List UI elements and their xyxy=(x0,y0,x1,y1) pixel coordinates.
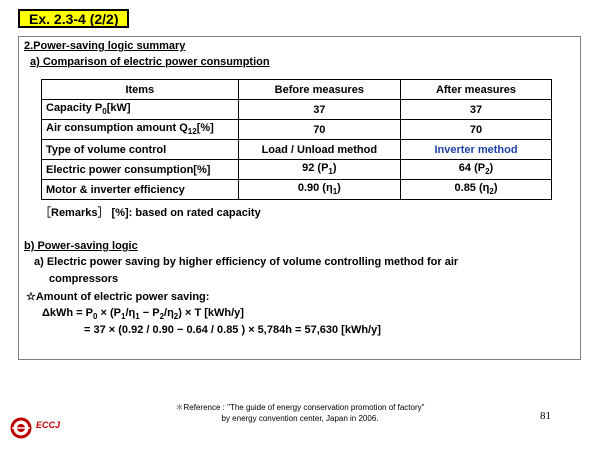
header-after: After measures xyxy=(401,80,552,100)
row-after: 0.85 $(\eta_2)$ xyxy=(401,180,552,200)
row-after: 70 xyxy=(401,120,552,140)
table-row xyxy=(42,120,552,140)
row-before: 37 xyxy=(238,100,400,120)
row-before: 70 xyxy=(238,120,400,140)
table-row xyxy=(42,160,552,180)
logo-text: ECCJ xyxy=(36,420,61,430)
row-item: Electric power consumption[%] xyxy=(42,160,239,180)
row-before: 0.90 $(\eta_1)$ xyxy=(238,180,400,200)
formula-result: = 37 × (0.92 / 0.90 − 0.64 / 0.85 ) × 5,784h = 57,630 [kWh/y] xyxy=(84,324,381,336)
section-a-heading: a) Comparison of electric power consumption xyxy=(30,56,270,68)
row-after: 37 xyxy=(401,100,552,120)
row-before: 92 $(P_1)$ xyxy=(238,160,400,180)
table-row xyxy=(42,180,552,200)
reference-line2: by energy convention center, Japan in 2006. xyxy=(221,414,379,423)
logo-mark-icon xyxy=(10,417,32,439)
row-before: Load / Unload method xyxy=(238,140,400,160)
section-b-line2: compressors xyxy=(49,273,119,285)
remarks: ［Remarks］ [%]: based on rated capacity xyxy=(40,207,261,219)
row-item: Type of volume control xyxy=(42,140,239,160)
row-after: 64 $(P_2)$ xyxy=(401,160,552,180)
table-header-row xyxy=(42,80,552,100)
summary-heading: 2.Power-saving logic summary xyxy=(24,40,186,52)
section-b-heading: b) Power-saving logic xyxy=(24,240,138,252)
reference-note xyxy=(150,402,450,424)
row-item: Capacity $P_0[kW]$ xyxy=(42,100,239,120)
header-before: Before measures xyxy=(238,80,400,100)
header-items: Items xyxy=(42,80,239,100)
table-row xyxy=(42,100,552,120)
section-b-line1: a) Electric power saving by higher efficiency of volume controlling method for air xyxy=(34,256,459,268)
reference-line1: ＊Reference : "The guide of energy conservation promotion of factory" xyxy=(175,403,425,412)
table-row xyxy=(42,140,552,160)
comparison-table xyxy=(41,79,552,200)
slide-title: Ex. 2.3-4 (2/2) xyxy=(18,9,129,28)
eccj-logo xyxy=(10,417,90,437)
formula: $\Delta kWh = P_0 \times (P_1/\eta_1 - P_2/\eta_2) \times T$ [kWh/y] xyxy=(42,307,244,322)
page-number: 81 xyxy=(540,410,551,422)
amount-heading: ☆Amount of electric power saving: xyxy=(26,291,210,303)
row-item: Motor & inverter efficiency xyxy=(42,180,239,200)
row-item: Air consumption amount $Q_{12}[\%]$ xyxy=(42,120,239,140)
row-after: Inverter method xyxy=(401,140,552,160)
